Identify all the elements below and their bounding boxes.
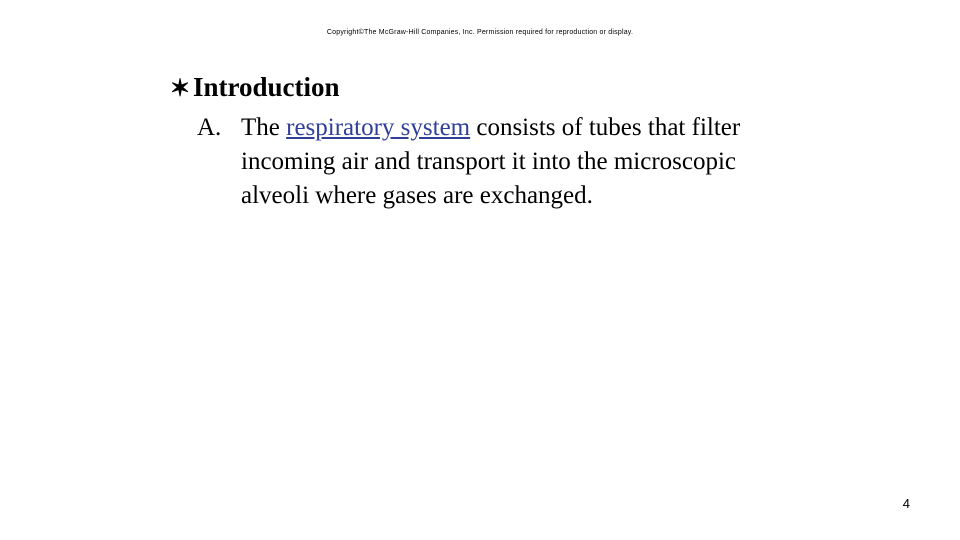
list-item: [197, 111, 797, 213]
page-number: 4: [902, 496, 910, 511]
list-item-text: [241, 111, 797, 213]
respiratory-system-link[interactable]: respiratory system: [286, 114, 471, 141]
text-after-link: consists of tubes that filter incoming air and transport it into the microscopic alveoli where gases are exchanged.: [241, 114, 741, 209]
section-heading: [170, 70, 340, 106]
heading-text: Introduction: [193, 72, 340, 102]
copyright-notice: Copyright©The McGraw-Hill Companies, Inc. Permission required for reproduction or display.: [326, 29, 634, 36]
text-before-link: The: [241, 114, 287, 141]
star-bullet-icon: ✶: [170, 76, 191, 102]
list-marker: A.: [197, 114, 222, 141]
